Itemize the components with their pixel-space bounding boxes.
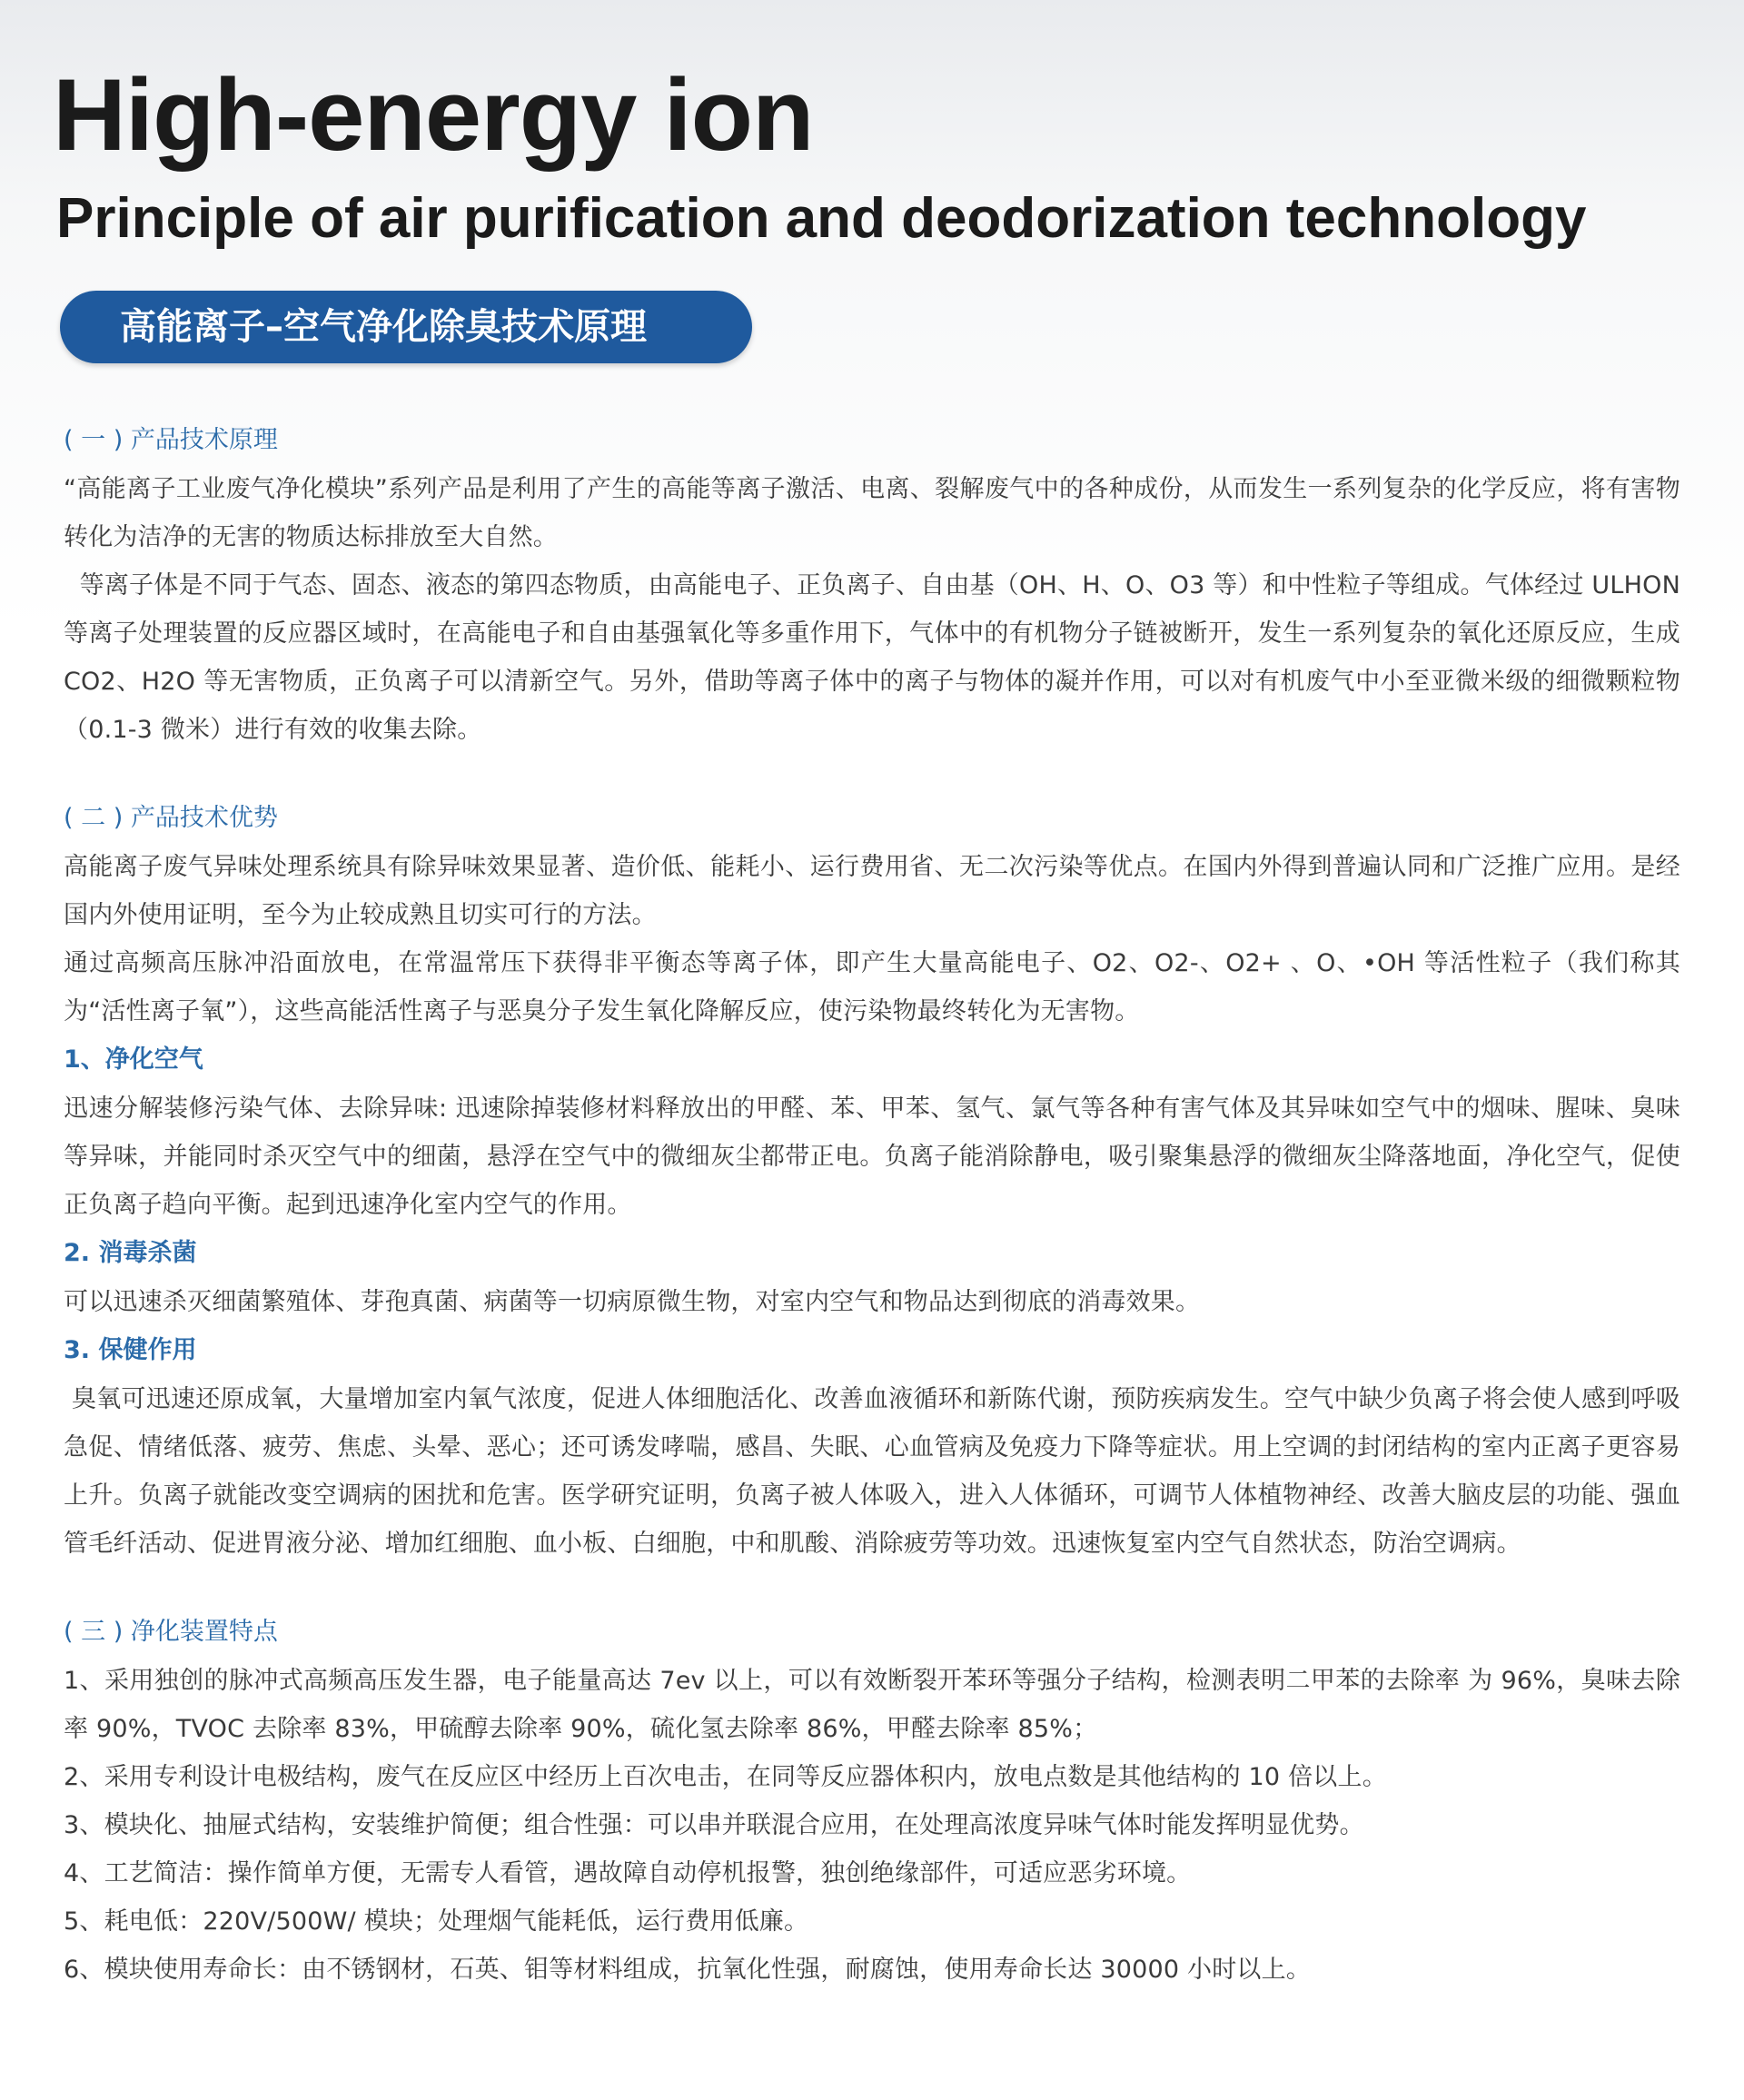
section-heading: ( 三 ) 净化装置特点: [64, 1618, 278, 1646]
section-heading: ( 一 ) 产品技术原理: [64, 426, 278, 454]
list-item: 5、耗电低：220V/500W/ 模块；处理烟气能耗低，运行费用低廉。: [64, 1907, 809, 1936]
page-subtitle: Principle of air purification and deodorization technology: [56, 187, 1587, 250]
paragraph: 通过高频高压脉冲沿面放电，在常温常压下获得非平衡态等离子体，即产生大量高能电子、O2、O2-、O2+ 、O、•OH 等活性粒子（我们称其为“活性离子氧”），这些高能活性离子与恶臭分子发生氧化降解反应，使污染物最终转化为无害物。: [64, 949, 1680, 1025]
page-title: High-energy ion: [53, 58, 814, 172]
list-item: 4、工艺简洁：操作简单方便，无需专人看管，遇故障自动停机报警，独创绝缘部件，可适应恶劣环境。: [64, 1859, 1192, 1887]
paragraph: 高能离子废气异味处理系统具有除异味效果显著、造价低、能耗小、运行费用省、无二次污染等优点。在国内外得到普遍认同和广泛推广应用。是经国内外使用证明，至今为止较成熟且切实可行的方法。: [64, 853, 1680, 929]
section-advantages: [64, 794, 1680, 1568]
list-item: 6、模块使用寿命长：由不锈钢材，石英、钼等材料组成，抗氧化性强，耐腐蚀，使用寿命长达 30000 小时以上。: [64, 1956, 1312, 1984]
list-item: 1、采用独创的脉冲式高频高压发生器，电子能量高达 7ev 以上，可以有效断裂开苯环等强分子结构，检测表明二甲苯的去除率 为 96%，臭味去除率 90%，TVOC 去除率 83%，甲硫醇去除率 90%，硫化氢去除率 86%，甲醛去除率 85%；: [64, 1667, 1680, 1743]
paragraph: “高能离子工业废气净化模块”系列产品是利用了产生的高能等离子激活、电离、裂解废气中的各种成份，从而发生一系列复杂的化学反应，将有害物转化为洁净的无害的物质达标排放至大自然。: [64, 475, 1680, 551]
paragraph: 等离子体是不同于气态、固态、液态的第四态物质，由高能电子、正负离子、自由基（OH、H、O、O3 等）和中性粒子等组成。气体经过 ULHON 等离子处理装置的反应器区域时，在高能电子和自由基强氧化等多重作用下，气体中的有机物分子链被断开，发生一系列复杂的氧化还原反应，生成 CO2、H2O 等无害物质，正负离子可以清新空气。另外，借助等离子体中的离子与物体的凝并作用，可以对有机废气中小至亚微米级的细微颗粒物（0.1-3 微米）进行有效的收集去除。: [64, 571, 1689, 744]
paragraph: 可以迅速杀灭细菌繁殖体、芽孢真菌、病菌等一切病原微生物，对室内空气和物品达到彻底的消毒效果。: [64, 1288, 1201, 1316]
section-principle: [64, 416, 1689, 754]
subsection-heading: 1、净化空气: [64, 1045, 203, 1074]
section-heading: ( 二 ) 产品技术优势: [64, 804, 278, 832]
subsection-heading: 3. 保健作用: [64, 1336, 197, 1364]
section-banner: 高能离子–空气净化除臭技术原理: [60, 291, 752, 363]
content: [64, 416, 1689, 1994]
subsection-heading: 2. 消毒杀菌: [64, 1239, 197, 1267]
paragraph: 臭氧可迅速还原成氧，大量增加室内氧气浓度，促进人体细胞活化、改善血液循环和新陈代谢，预防疾病发生。空气中缺少负离子将会使人感到呼吸急促、情绪低落、疲劳、焦虑、头晕、恶心；还可诱发哮喘，感昌、失眠、心血管病及免疫力下降等症状。用上空调的封闭结构的室内正离子更容易上升。负离子就能改变空调病的困扰和危害。医学研究证明，负离子被人体吸入，进入人体循环，可调节人体植物神经、改善大脑皮层的功能、强血管毛纤活动、促进胃液分泌、增加红细胞、血小板、白细胞，中和肌酸、消除疲劳等功效。迅速恢复室内空气自然状态，防治空调病。: [64, 1385, 1680, 1558]
list-item: 3、模块化、抽屉式结构，安装维护简便；组合性强：可以串并联混合应用，在处理高浓度异味气体时能发挥明显优势。: [64, 1811, 1364, 1839]
section-features: [64, 1608, 1680, 1994]
paragraph: 迅速分解装修污染气体、去除异味: 迅速除掉装修材料释放出的甲醛、苯、甲苯、氢气、氯气等各种有害气体及其异味如空气中的烟味、腥味、臭味等异味，并能同时杀灭空气中的细菌，悬浮在空气中的微细灰尘都带正电。负离子能消除静电，吸引聚集悬浮的微细灰尘降落地面，净化空气，促使正负离子趋向平衡。起到迅速净化室内空气的作用。: [64, 1095, 1680, 1219]
list-item: 2、采用专利设计电极结构，废气在反应区中经历上百次电击，在同等反应器体积内，放电点数是其他结构的 10 倍以上。: [64, 1763, 1387, 1791]
